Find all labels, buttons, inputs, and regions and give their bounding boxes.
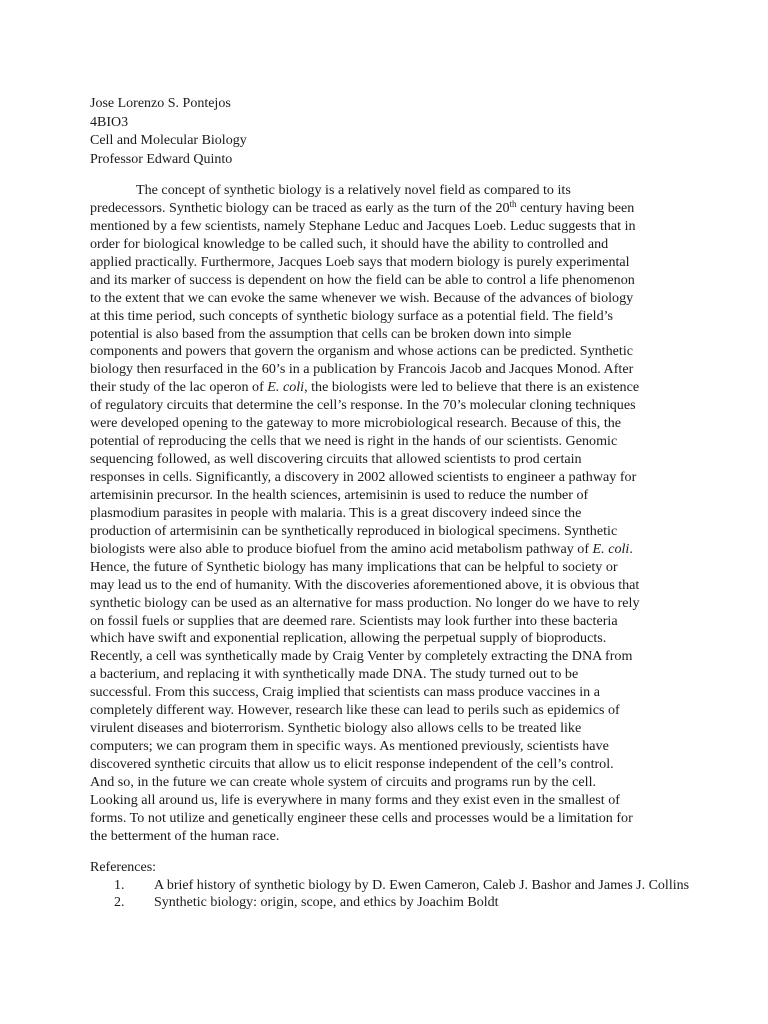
essay-text: successful. From this success, Craig implied that scientists can mass produce vaccines in a [90, 684, 600, 701]
course-name: Cell and Molecular Biology [90, 133, 247, 148]
essay-text: potential is also based from the assumption that cells can be broken down into simple [90, 325, 572, 342]
essay-text: And so, in the future we can create whole system of circuits and programs run by the cell. [90, 773, 597, 790]
reference-number: 2. [114, 895, 125, 910]
essay-text: responses in cells. Significantly, a discovery in 2002 allowed scientists to engineer a pathway for [90, 469, 637, 485]
essay-line [90, 666, 680, 684]
essay-text: virulent diseases and bioterrorism. Synthetic biology also allows cells to be treated like [90, 720, 582, 737]
essay-line [90, 738, 680, 756]
essay-line [90, 828, 680, 846]
essay-line [90, 433, 680, 451]
essay-text: may lead us to the end of humanity. With the discoveries aforementioned above, it is obvious that [90, 576, 640, 593]
reference-text: A brief history of synthetic biology by D. Ewen Cameron, Caleb J. Bashor and James J. Collins [154, 877, 690, 893]
essay-line [90, 272, 680, 290]
essay-line [90, 613, 680, 631]
essay-line [90, 792, 680, 810]
essay-text: mentioned by a few scientists, namely Stephane Leduc and Jacques Loeb. Leduc suggests that in [90, 217, 636, 234]
essay-body [90, 182, 680, 846]
references-section [90, 859, 689, 912]
essay-line [90, 523, 680, 541]
essay-line [90, 595, 680, 613]
essay-text: applied practically. Furthermore, Jacques Loeb says that modern biology is purely experimental [90, 253, 630, 270]
essay-text: biology then resurfaced in the 60’s in a publication by Francois Jacob and Jacques Monod. After [90, 361, 634, 378]
section-code: 4BIO3 [90, 114, 129, 130]
reference-item [90, 877, 689, 895]
essay-line [90, 487, 680, 505]
essay-line [90, 379, 680, 397]
essay-line [90, 756, 680, 774]
essay-text: predecessors. Synthetic biology can be traced as early as the turn of the 20 [90, 199, 510, 216]
essay-text: order for biological knowledge to be called such, it should have the ability to controlled and [90, 235, 609, 252]
essay-text: . [629, 540, 633, 557]
essay-line [90, 415, 680, 433]
reference-text: Synthetic biology: origin, scope, and ethics by Joachim Boldt [154, 895, 499, 910]
essay-line [90, 182, 680, 200]
essay-text: computers; we can program them in specific ways. As mentioned previously, scientists have [90, 738, 609, 755]
essay-text: Hence, the future of Synthetic biology has many implications that can be helpful to society or [90, 558, 618, 575]
essay-text: discovered synthetic circuits that allow us to elicit response independent of the cell’s control. [90, 756, 614, 772]
essay-line [90, 505, 680, 523]
essay-line [90, 343, 680, 361]
essay-line [90, 326, 680, 344]
essay-line [90, 451, 680, 469]
essay-line [90, 630, 680, 648]
essay-text: at this time period, such concepts of synthetic biology surface as a potential field. The field’s [90, 307, 614, 324]
essay-text: on fossil fuels or supplies that are deemed rare. Scientists may look further into these bacteria [90, 612, 618, 629]
essay-text: artemisinin precursor. In the health sciences, artemisinin is used to reduce the number of [90, 486, 589, 503]
essay-line [90, 577, 680, 595]
essay-line [90, 774, 680, 792]
essay-line [90, 218, 680, 236]
reference-number: 1. [114, 877, 125, 893]
essay-line [90, 254, 680, 272]
header-block [90, 95, 247, 169]
essay-text: their study of the lac operon of [90, 379, 268, 396]
professor-name: Professor Edward Quinto [90, 151, 233, 167]
essay-text: plasmodium parasites in people with malaria. This is a great discovery indeed since the [90, 504, 582, 521]
essay-line [90, 290, 680, 308]
essay-line [90, 559, 680, 577]
essay-text: to the extent that we can evoke the same whenever we wish. Because of the advances of biology [90, 289, 634, 306]
essay-text: were developed opening to the gateway to more microbiological research. Because of this, the [90, 415, 622, 432]
essay-line [90, 361, 680, 379]
essay-text: which have swift and exponential replication, allowing the perpetual supply of bioproducts. [90, 630, 607, 647]
essay-line [90, 720, 680, 738]
essay-text: the betterment of the human race. [90, 827, 280, 844]
essay-text: and its marker of success is dependent on how the field can be able to control a life phenomenon [90, 271, 635, 288]
essay-text: Looking all around us, life is everywhere in many forms and they exist even in the smallest of [90, 791, 620, 808]
essay-text: The concept of synthetic biology is a relatively novel field as compared to its [136, 182, 571, 198]
essay-text: completely different way. However, research like these can lead to perils such as epidemics of [90, 702, 620, 719]
essay-line [90, 702, 680, 720]
essay-line [90, 397, 680, 415]
essay-text: a bacterium, and replacing it with synthetically made DNA. The study turned out to be [90, 666, 579, 683]
essay-text: , the biologists were led to believe that there is an existence [304, 379, 640, 396]
essay-line [90, 648, 680, 666]
essay-text: biologists were also able to produce biofuel from the amino acid metabolism pathway of [90, 540, 593, 557]
essay-text: production of artermisinin can be synthetically reproduced in biological specimens. Synthetic [90, 522, 618, 539]
essay-text: forms. To not utilize and genetically engineer these cells and processes would be a limitation for [90, 809, 633, 826]
essay-line [90, 684, 680, 702]
essay-line [90, 810, 680, 828]
author-name: Jose Lorenzo S. Pontejos [90, 96, 231, 111]
essay-line [90, 469, 680, 487]
essay-text: century having been [516, 199, 635, 216]
italic-text: E. coli [592, 540, 630, 557]
essay-line [90, 541, 680, 559]
essay-text: Recently, a cell was synthetically made by Craig Venter by completely extracting the DNA from [90, 648, 633, 665]
essay-text: components and powers that govern the organism and whose actions can be predicted. Synthetic [90, 343, 633, 360]
essay-line [90, 200, 680, 218]
essay-text: synthetic biology can be used as an alternative for mass production. No longer do we have to rely [90, 594, 640, 611]
references-title: References: [90, 860, 157, 875]
essay-text: sequencing followed, as well discovering circuits that allowed scientists to prod certain [90, 451, 582, 468]
essay-text: of regulatory circuits that determine the cell’s response. In the 70’s molecular cloning techniques [90, 397, 636, 414]
italic-text: E. coli [267, 379, 305, 396]
essay-text: potential of reproducing the cells that we need is right in the hands of our scientists. Genomic [90, 433, 618, 450]
reference-item [90, 894, 689, 912]
essay-line [90, 236, 680, 254]
essay-line [90, 308, 680, 326]
superscript-text: th [509, 198, 517, 209]
